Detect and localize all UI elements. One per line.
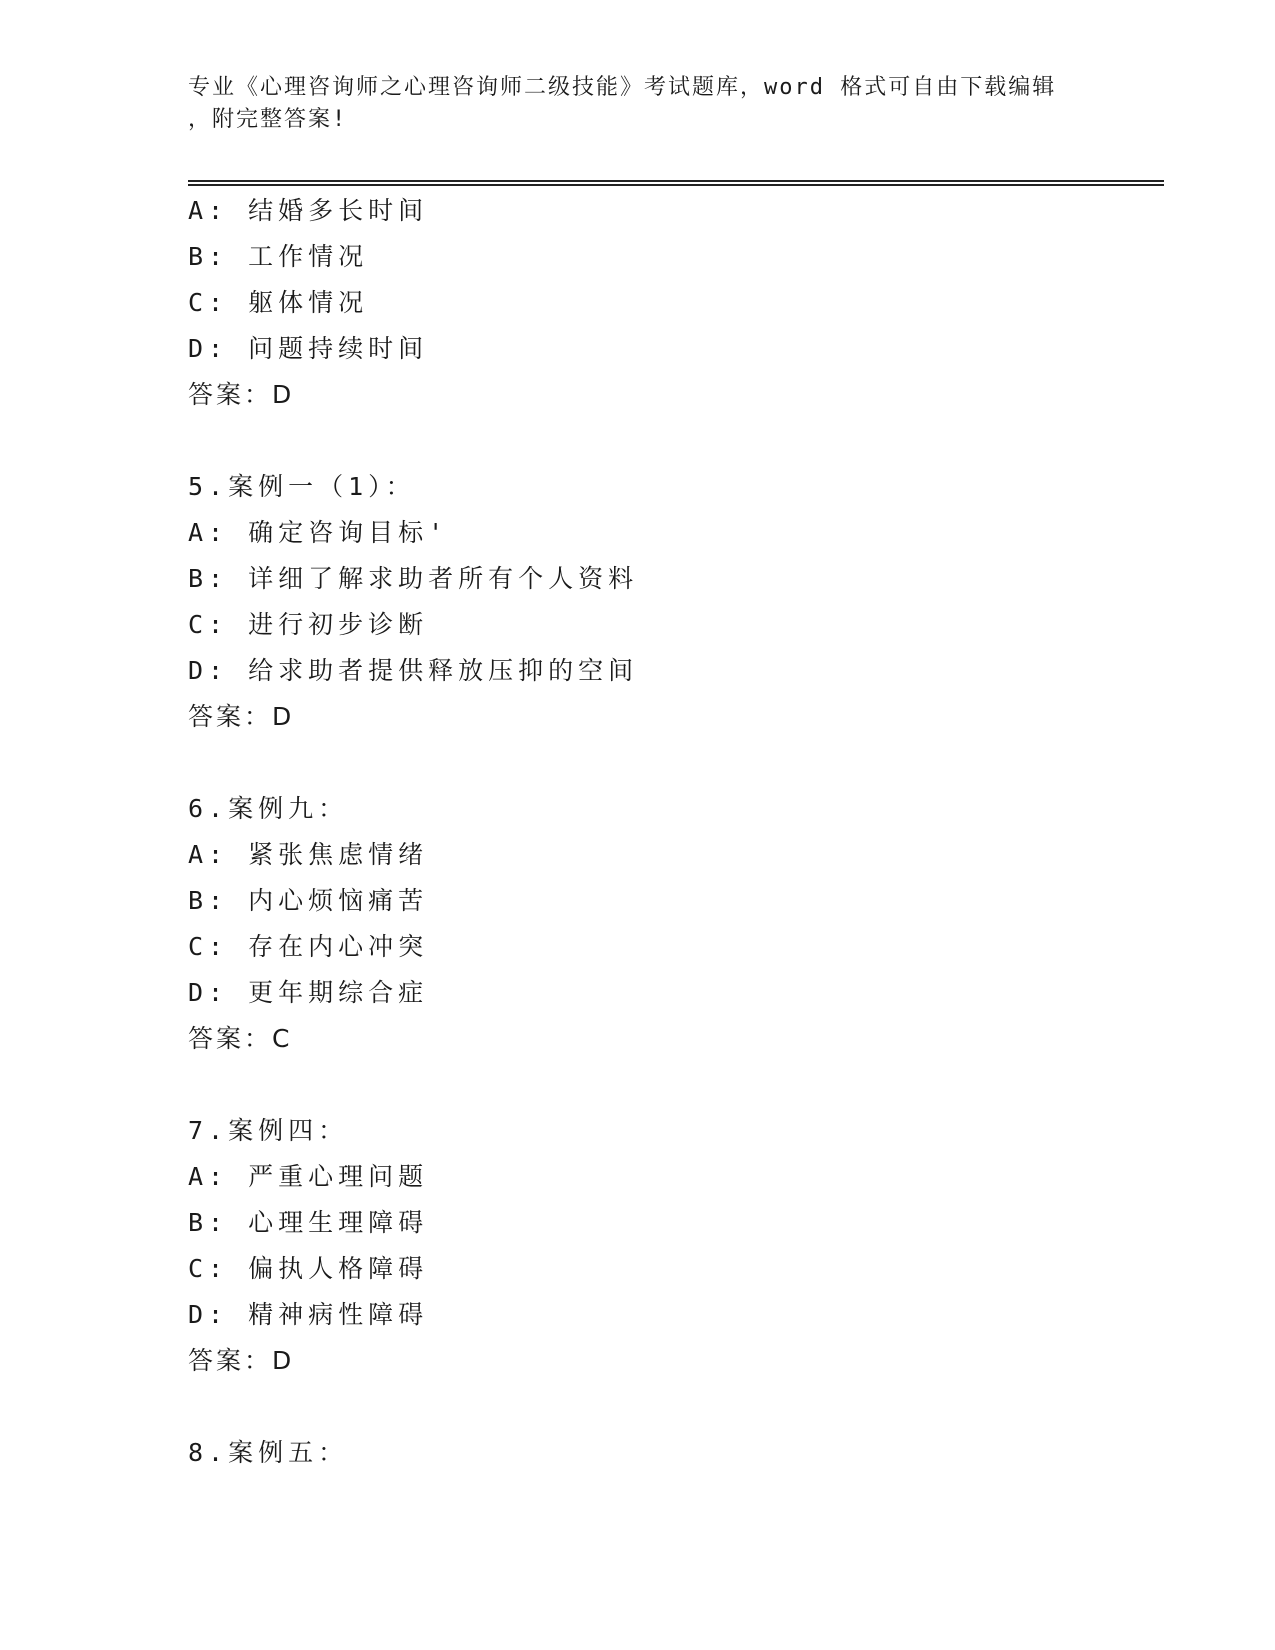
header-line-1: 专业《心理咨询师之心理咨询师二级技能》考试题库，word 格式可自由下载编辑: [188, 75, 1057, 100]
document-header: [188, 72, 1088, 136]
question-8: [188, 1430, 1148, 1476]
option-a: A: 严重心理问题: [188, 1162, 429, 1191]
option-d: D: 问题持续时间: [188, 334, 429, 363]
option-d: D: 更年期综合症: [188, 978, 429, 1007]
question-title: 8.案例五：: [188, 1438, 349, 1467]
answer: 答案：C: [188, 1024, 293, 1053]
answer: 答案：D: [188, 702, 295, 731]
question-6: [188, 786, 1148, 1062]
question-5: [188, 464, 1148, 740]
option-c: C: 存在内心冲突: [188, 932, 429, 961]
option-c: C: 偏执人格障碍: [188, 1254, 429, 1283]
question-title: 6.案例九：: [188, 794, 349, 823]
option-b: B: 详细了解求助者所有个人资料: [188, 564, 639, 593]
answer: 答案：D: [188, 1346, 295, 1375]
option-b: B: 工作情况: [188, 242, 369, 271]
option-b: B: 心理生理障碍: [188, 1208, 429, 1237]
question-list: [188, 188, 1148, 1476]
question-title: 5.案例一（1）：: [188, 472, 416, 501]
option-d: D: 给求助者提供释放压抑的空间: [188, 656, 639, 685]
option-d: D: 精神病性障碍: [188, 1300, 429, 1329]
header-divider-bottom: [188, 184, 1164, 186]
answer: 答案：D: [188, 380, 295, 409]
question-title: 7.案例四：: [188, 1116, 349, 1145]
option-c: C: 躯体情况: [188, 288, 369, 317]
question-7: [188, 1108, 1148, 1384]
header-divider-top: [188, 180, 1164, 182]
option-b: B: 内心烦恼痛苦: [188, 886, 429, 915]
option-a: A: 确定咨询目标': [188, 518, 449, 547]
option-c: C: 进行初步诊断: [188, 610, 429, 639]
header-line-2: ，附完整答案!: [188, 107, 348, 132]
option-a: A: 结婚多长时间: [188, 196, 429, 225]
question-4: [188, 188, 1148, 418]
option-a: A: 紧张焦虑情绪: [188, 840, 429, 869]
